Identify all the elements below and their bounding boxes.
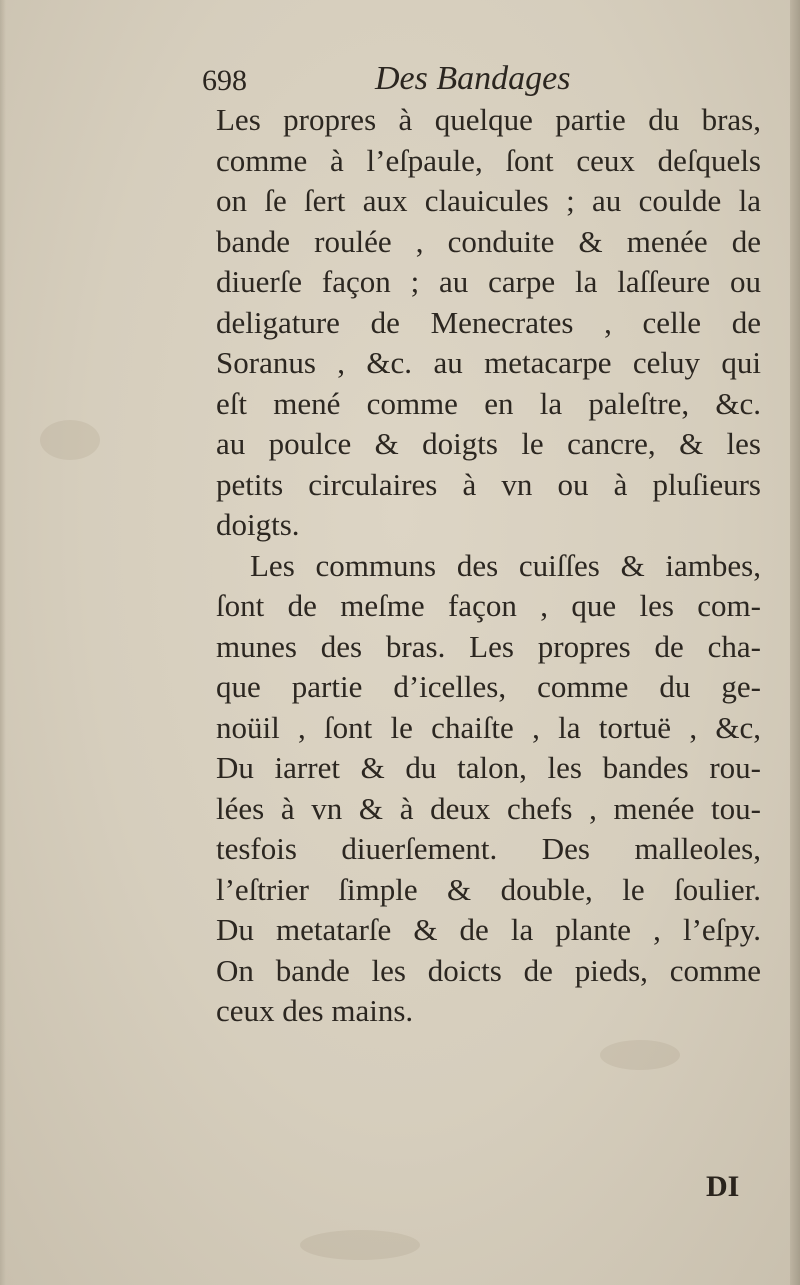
text-line: diuerſe façon ; au carpe la laſſeure ou	[216, 264, 761, 299]
paper-stain	[600, 1040, 680, 1070]
text-line: Les communs des cuiſſes & iambes,	[250, 547, 761, 583]
text-line: ceux des mains.	[216, 993, 414, 1028]
catchword: DI	[706, 1170, 740, 1203]
text-line: noüil , ſont le chaiſte , la tortuë , &c,	[216, 709, 761, 745]
text-line: on ſe ſert aux clauicules ; au coulde la	[216, 183, 761, 218]
body-text	[216, 100, 761, 1032]
paper-stain	[40, 420, 100, 460]
text-line: Du iarret & du talon, les bandes rou-	[216, 750, 761, 785]
text-line: ſont de meſme façon , que les com-	[216, 588, 761, 623]
text-line: petits circulaires à vn ou à pluſieurs	[216, 466, 761, 502]
running-head: Des Bandages	[375, 60, 571, 97]
text-line: Soranus , &c. au metacarpe celuy qui	[216, 345, 761, 380]
page-right-edge	[790, 0, 800, 1285]
text-line: lées à vn & à deux chefs , menée tou-	[216, 790, 761, 826]
text-line: On bande les doicts de pieds, comme	[216, 952, 761, 988]
paragraph-1	[216, 100, 761, 546]
text-line: Du metatarſe & de la plante , l’eſpy.	[216, 912, 761, 947]
text-line: Les propres à quelque partie du bras,	[216, 102, 761, 137]
paper-stain	[300, 1230, 420, 1260]
text-line: tesfois diuerſement. Des malleoles,	[216, 831, 761, 866]
text-line: munes des bras. Les propres de cha-	[216, 628, 761, 664]
paragraph-2	[216, 546, 761, 1032]
text-line: comme à l’eſpaule, ſont ceux deſquels	[216, 142, 761, 178]
text-line: bande roulée , conduite & menée de	[216, 223, 761, 259]
text-line: l’eſtrier ſimple & double, le ſoulier.	[216, 871, 761, 907]
text-line: au poulce & doigts le cancre, & les	[216, 426, 761, 461]
text-line: deligature de Menecrates , celle de	[216, 304, 761, 340]
text-line: que partie d’icelles, comme du ge-	[216, 669, 761, 704]
page-number: 698	[202, 64, 247, 97]
page-left-edge	[0, 0, 6, 1285]
text-line: doigts.	[216, 507, 300, 542]
text-line: eſt mené comme en la paleſtre, &c.	[216, 385, 761, 421]
